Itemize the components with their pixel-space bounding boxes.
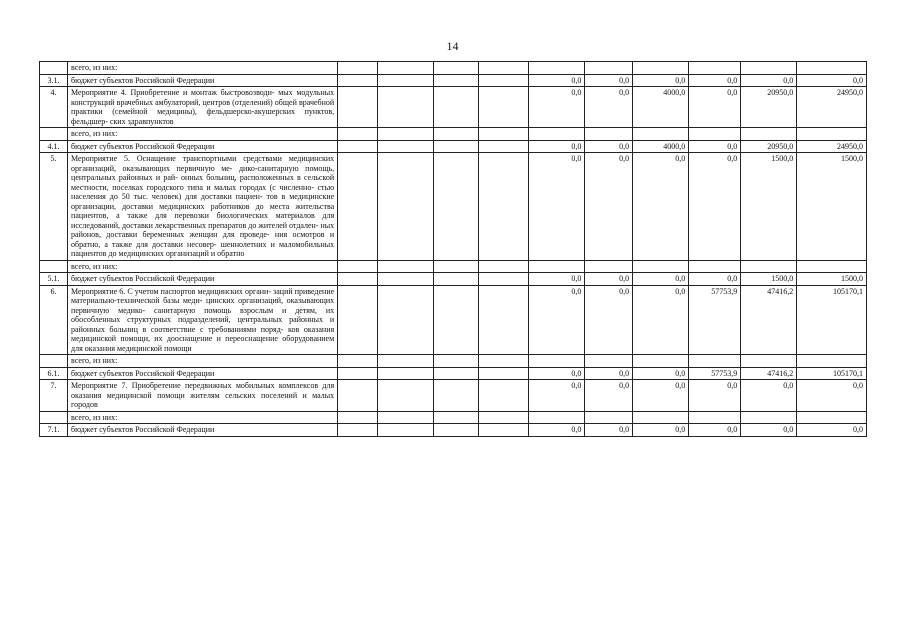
empty-cell	[377, 260, 433, 273]
empty-cell	[377, 87, 433, 128]
value-cell	[741, 411, 797, 424]
value-cell: 0,0	[529, 367, 585, 380]
empty-cell	[338, 140, 377, 153]
value-cell: 0,0	[689, 380, 741, 412]
subtotal-label: всего, из них:	[68, 260, 338, 273]
value-cell: 0,0	[633, 273, 689, 286]
value-cell: 47416,2	[741, 367, 797, 380]
row-index: 3.1.	[40, 74, 68, 87]
value-cell	[797, 355, 867, 368]
row-index	[40, 411, 68, 424]
row-index: 7.1.	[40, 424, 68, 437]
empty-cell	[338, 355, 377, 368]
empty-cell	[338, 367, 377, 380]
value-cell	[741, 62, 797, 75]
row-index: 4.	[40, 87, 68, 128]
empty-cell	[479, 424, 529, 437]
value-cell: 0,0	[633, 285, 689, 355]
budget-source-label: бюджет субъектов Российской Федерации	[68, 140, 338, 153]
value-cell: 20950,0	[741, 87, 797, 128]
budget-row	[40, 367, 867, 380]
value-cell	[585, 128, 633, 141]
measure-row	[40, 380, 867, 412]
value-cell	[689, 260, 741, 273]
empty-cell	[338, 260, 377, 273]
budget-row	[40, 140, 867, 153]
value-cell: 0,0	[529, 74, 585, 87]
page-number: 14	[446, 39, 459, 53]
value-cell: 0,0	[585, 380, 633, 412]
empty-cell	[377, 411, 433, 424]
empty-cell	[377, 424, 433, 437]
empty-cell	[338, 285, 377, 355]
value-cell	[797, 260, 867, 273]
value-cell	[633, 128, 689, 141]
value-cell	[633, 260, 689, 273]
empty-cell	[377, 273, 433, 286]
value-cell: 0,0	[585, 424, 633, 437]
empty-cell	[479, 285, 529, 355]
value-cell: 4000,0	[633, 87, 689, 128]
empty-cell	[479, 128, 529, 141]
value-cell	[741, 128, 797, 141]
measure-row	[40, 87, 867, 128]
measure-description: Мероприятие 5. Оснащение транспортными средствами медицинских организаций, оказывающих первичную ме- дико-санитарную помощь, центральных районных и рай- онных больниц, расположенных в сельской местности, поселках городского типа и малых городах (с численно- стью населения до 50 тыс. человек) для доставки пациен- тов в медицинские организации, доставки медицинских работников до места жительства пациентов, а также для перевозки биологических материалов для исследований, доставки лекарственных препаратов до жителей отдален- ных районов, доставки беременных женщин для проведе- ния осмотров и обратно, а также для доставки несовер- шеннолетних и маломобильных пациентов до медицинских организаций и обратно	[68, 153, 338, 261]
empty-cell	[479, 273, 529, 286]
value-cell: 0,0	[689, 153, 741, 261]
value-cell: 0,0	[689, 424, 741, 437]
table-body	[40, 62, 867, 437]
value-cell: 0,0	[529, 273, 585, 286]
measure-description: Мероприятие 4. Приобретение и монтаж быстровозводи- мых модульных конструкций врачебных амбулаторий, центров (отделений) общей врачебной практики (семейной медицины), фельдшерско-акушерских пунктов, фельдшер- ских здравпунктов	[68, 87, 338, 128]
value-cell	[585, 62, 633, 75]
value-cell: 0,0	[585, 140, 633, 153]
empty-cell	[377, 62, 433, 75]
empty-cell	[433, 424, 479, 437]
empty-cell	[433, 355, 479, 368]
value-cell: 0,0	[529, 380, 585, 412]
value-cell	[585, 355, 633, 368]
value-cell: 0,0	[585, 87, 633, 128]
empty-cell	[433, 380, 479, 412]
value-cell: 0,0	[529, 153, 585, 261]
empty-cell	[377, 74, 433, 87]
subtotal-label: всего, из них:	[68, 62, 338, 75]
value-cell: 57753,9	[689, 367, 741, 380]
value-cell	[689, 62, 741, 75]
value-cell: 0,0	[529, 285, 585, 355]
empty-cell	[479, 411, 529, 424]
empty-cell	[433, 140, 479, 153]
row-index: 5.	[40, 153, 68, 261]
row-index: 4.1.	[40, 140, 68, 153]
measure-row	[40, 153, 867, 261]
empty-cell	[338, 411, 377, 424]
subtotal-label: всего, из них:	[68, 355, 338, 368]
empty-cell	[377, 285, 433, 355]
value-cell: 0,0	[741, 424, 797, 437]
value-cell	[797, 62, 867, 75]
empty-cell	[377, 367, 433, 380]
row-index: 7.	[40, 380, 68, 412]
value-cell	[529, 355, 585, 368]
value-cell: 0,0	[633, 367, 689, 380]
value-cell: 0,0	[633, 380, 689, 412]
empty-cell	[479, 355, 529, 368]
value-cell: 0,0	[585, 367, 633, 380]
empty-cell	[338, 153, 377, 261]
empty-cell	[479, 380, 529, 412]
row-index	[40, 355, 68, 368]
value-cell	[797, 128, 867, 141]
empty-cell	[377, 140, 433, 153]
value-cell: 1500,0	[741, 153, 797, 261]
value-cell: 4000,0	[633, 140, 689, 153]
empty-cell	[479, 153, 529, 261]
value-cell: 105170,1	[797, 367, 867, 380]
value-cell: 0,0	[689, 74, 741, 87]
value-cell: 47416,2	[741, 285, 797, 355]
value-cell: 0,0	[529, 87, 585, 128]
budget-source-label: бюджет субъектов Российской Федерации	[68, 74, 338, 87]
value-cell	[529, 128, 585, 141]
budget-row	[40, 273, 867, 286]
empty-cell	[338, 87, 377, 128]
empty-cell	[479, 260, 529, 273]
value-cell: 0,0	[689, 87, 741, 128]
value-cell: 24950,0	[797, 140, 867, 153]
empty-cell	[338, 424, 377, 437]
subtotal-row	[40, 411, 867, 424]
value-cell: 0,0	[585, 273, 633, 286]
value-cell	[689, 128, 741, 141]
value-cell	[797, 411, 867, 424]
empty-cell	[433, 285, 479, 355]
value-cell: 57753,9	[689, 285, 741, 355]
value-cell: 0,0	[797, 380, 867, 412]
value-cell	[689, 411, 741, 424]
row-index: 6.	[40, 285, 68, 355]
subtotal-label: всего, из них:	[68, 128, 338, 141]
value-cell	[633, 355, 689, 368]
budget-source-label: бюджет субъектов Российской Федерации	[68, 424, 338, 437]
row-index	[40, 128, 68, 141]
budget-row	[40, 424, 867, 437]
value-cell	[741, 355, 797, 368]
value-cell: 0,0	[689, 273, 741, 286]
empty-cell	[433, 128, 479, 141]
empty-cell	[479, 87, 529, 128]
empty-cell	[479, 367, 529, 380]
empty-cell	[338, 74, 377, 87]
value-cell: 20950,0	[741, 140, 797, 153]
value-cell	[689, 355, 741, 368]
subtotal-row	[40, 62, 867, 75]
value-cell	[529, 62, 585, 75]
value-cell: 24950,0	[797, 87, 867, 128]
empty-cell	[377, 380, 433, 412]
value-cell: 0,0	[585, 74, 633, 87]
empty-cell	[433, 74, 479, 87]
empty-cell	[338, 62, 377, 75]
value-cell: 0,0	[797, 74, 867, 87]
subtotal-row	[40, 260, 867, 273]
value-cell: 105170,1	[797, 285, 867, 355]
value-cell	[585, 411, 633, 424]
empty-cell	[433, 273, 479, 286]
row-index	[40, 62, 68, 75]
empty-cell	[377, 355, 433, 368]
empty-cell	[433, 87, 479, 128]
value-cell: 0,0	[689, 140, 741, 153]
value-cell: 1500,0	[797, 273, 867, 286]
measure-description: Мероприятие 6. С учетом паспортов медицинских органи- заций приведение материально-технической базы меди- цинских организаций, оказывающих первичную медико- санитарную помощь взрослым и детям, их обособленных структурных подразделений, центральных районных и районных больниц в соответствие с требованиями поряд- ков оказания медицинской помощи, их дооснащение и переоснащение оборудованием для оказания медицинской помощи	[68, 285, 338, 355]
empty-cell	[433, 367, 479, 380]
value-cell: 0,0	[585, 153, 633, 261]
budget-source-label: бюджет субъектов Российской Федерации	[68, 273, 338, 286]
value-cell: 0,0	[741, 380, 797, 412]
value-cell: 0,0	[797, 424, 867, 437]
measure-row	[40, 285, 867, 355]
empty-cell	[479, 62, 529, 75]
empty-cell	[433, 62, 479, 75]
measure-description: Мероприятие 7. Приобретение передвижных мобильных комплексов для оказания медицинской помощи жителям сельских поселений и малых городов	[68, 380, 338, 412]
row-index: 5.1.	[40, 273, 68, 286]
value-cell	[633, 411, 689, 424]
value-cell: 0,0	[633, 74, 689, 87]
value-cell	[529, 411, 585, 424]
empty-cell	[377, 128, 433, 141]
empty-cell	[433, 260, 479, 273]
value-cell: 0,0	[633, 424, 689, 437]
subtotal-row	[40, 355, 867, 368]
value-cell: 0,0	[529, 140, 585, 153]
empty-cell	[433, 411, 479, 424]
value-cell: 0,0	[529, 424, 585, 437]
value-cell: 0,0	[585, 285, 633, 355]
empty-cell	[377, 153, 433, 261]
budget-row	[40, 74, 867, 87]
empty-cell	[338, 380, 377, 412]
value-cell: 0,0	[741, 74, 797, 87]
empty-cell	[338, 273, 377, 286]
empty-cell	[479, 140, 529, 153]
budget-table	[39, 61, 867, 437]
empty-cell	[479, 74, 529, 87]
value-cell	[741, 260, 797, 273]
value-cell: 1500,0	[797, 153, 867, 261]
empty-cell	[433, 153, 479, 261]
value-cell: 0,0	[633, 153, 689, 261]
row-index	[40, 260, 68, 273]
empty-cell	[338, 128, 377, 141]
subtotal-label: всего, из них:	[68, 411, 338, 424]
value-cell	[529, 260, 585, 273]
value-cell	[633, 62, 689, 75]
row-index: 6.1.	[40, 367, 68, 380]
subtotal-row	[40, 128, 867, 141]
value-cell: 1500,0	[741, 273, 797, 286]
budget-source-label: бюджет субъектов Российской Федерации	[68, 367, 338, 380]
value-cell	[585, 260, 633, 273]
